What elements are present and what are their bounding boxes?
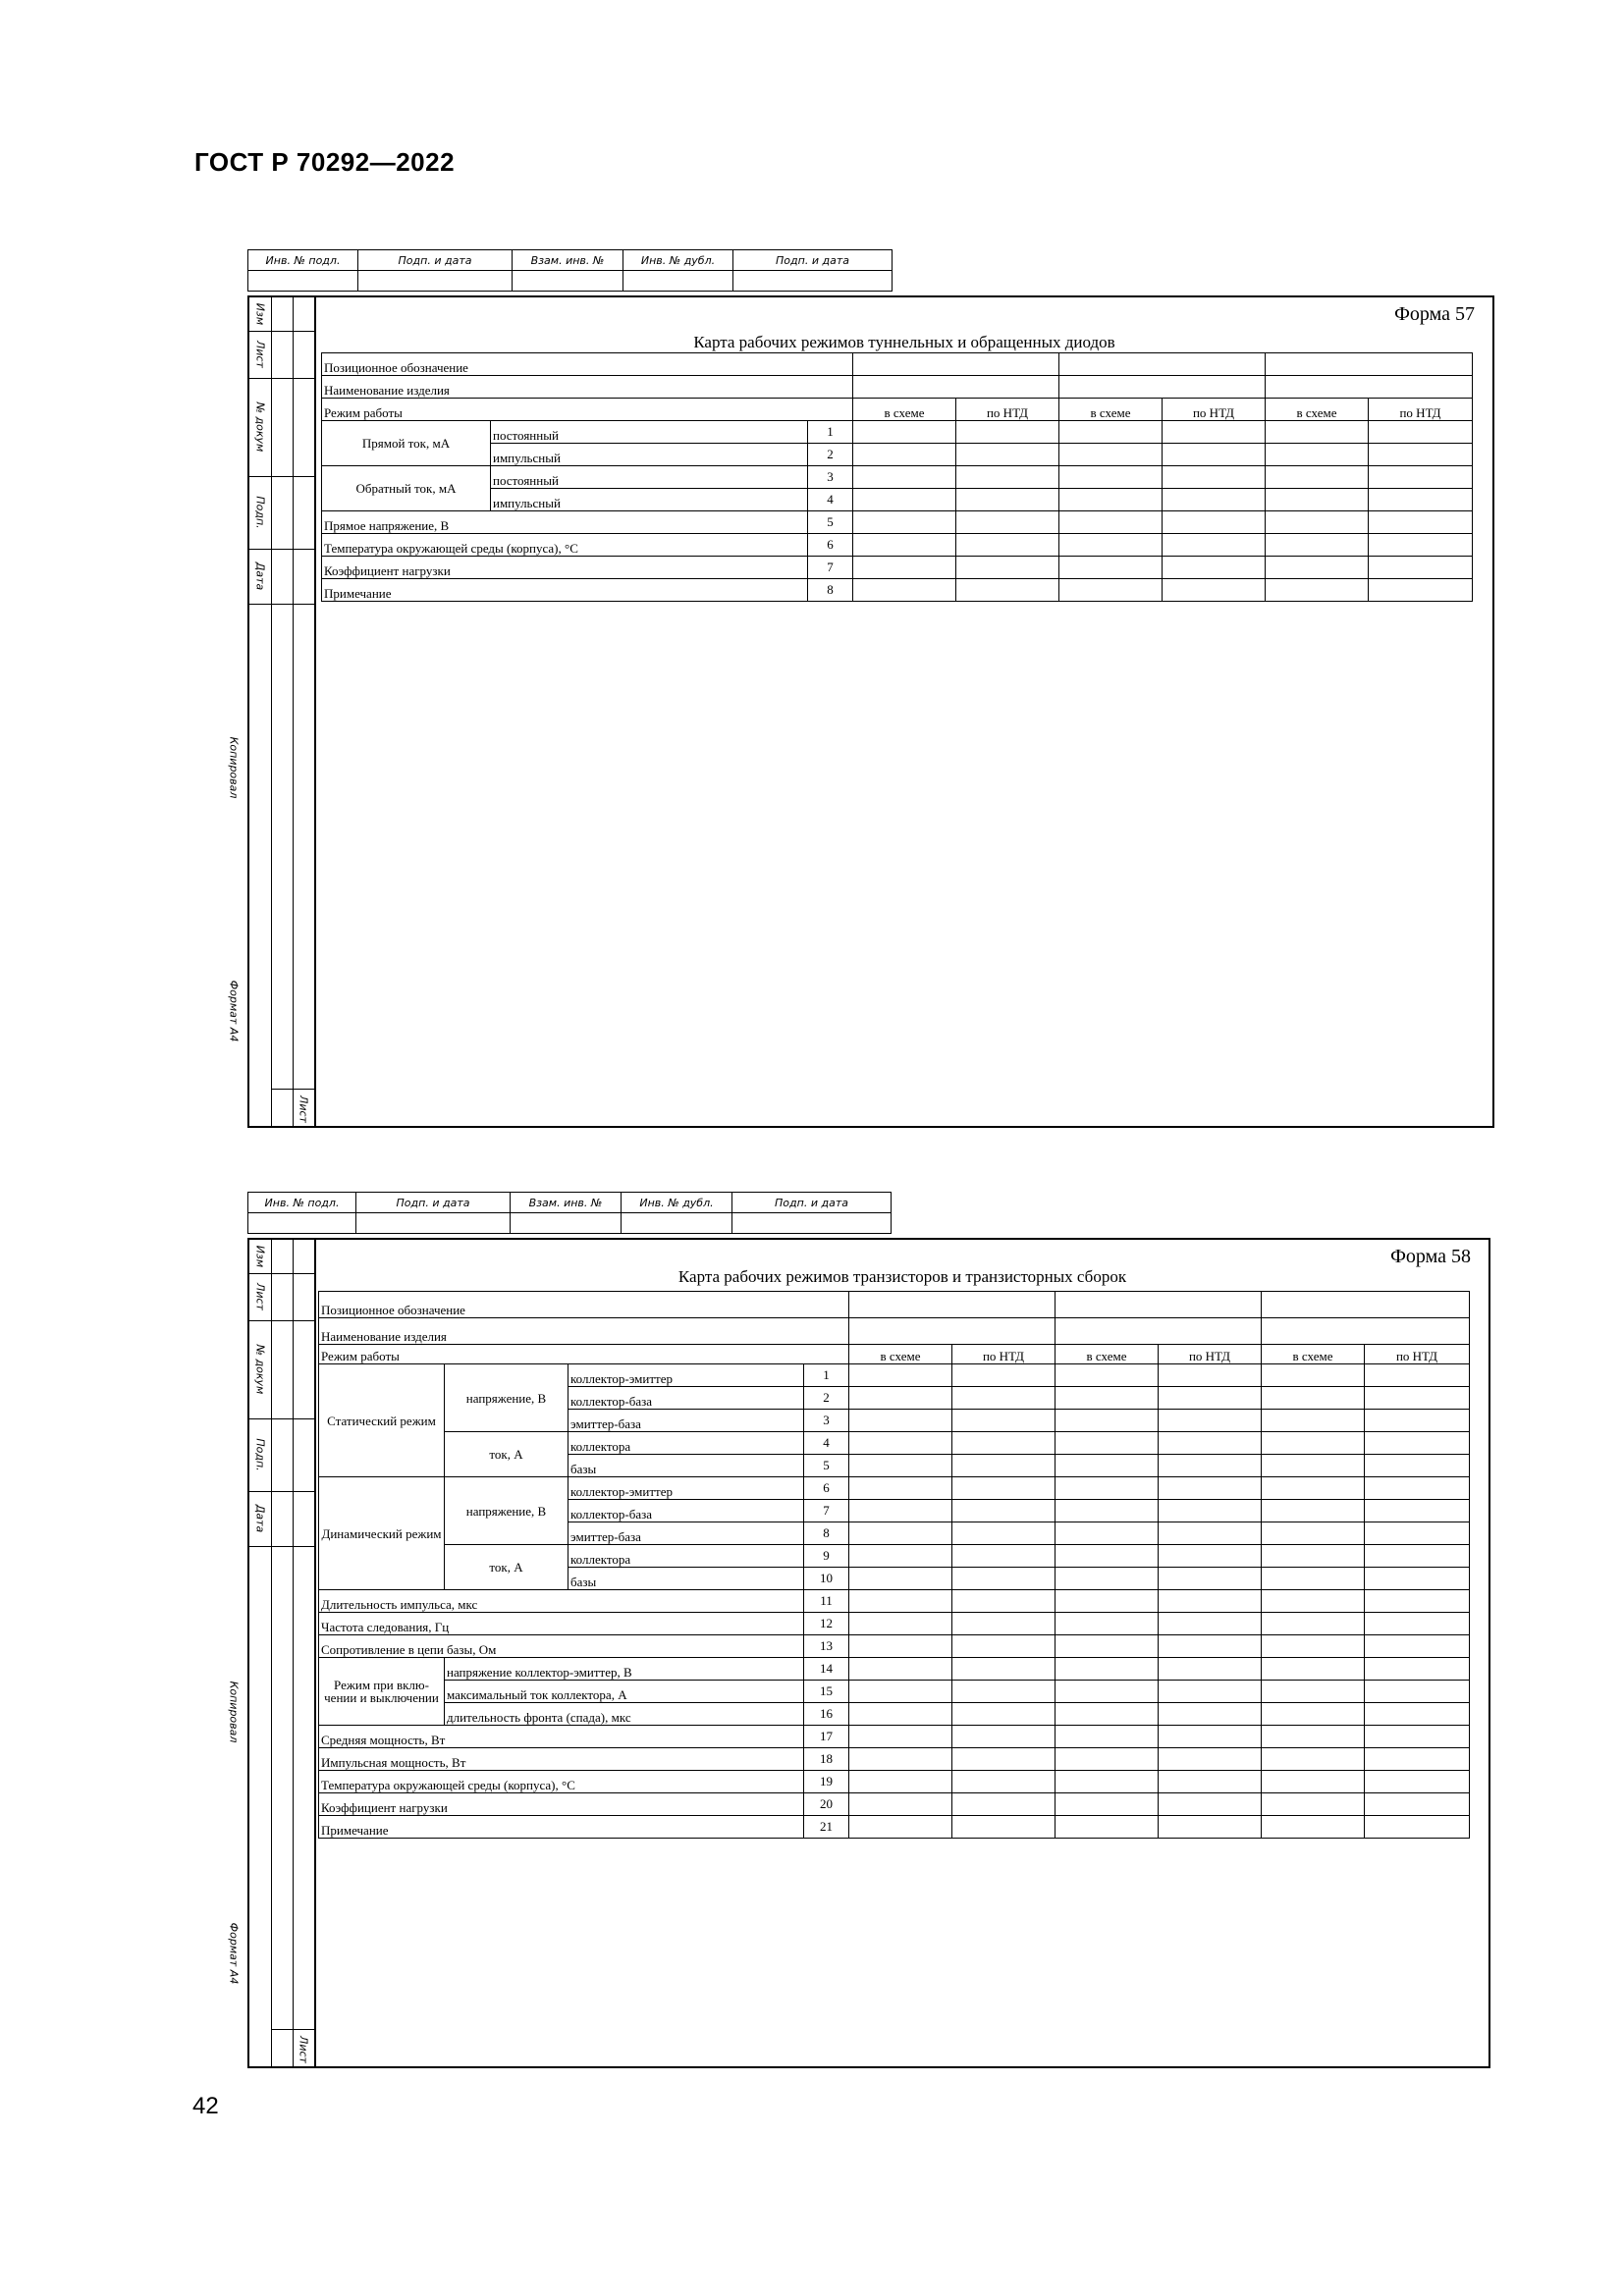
label-izm: Изм (253, 1245, 267, 1268)
form-58-main (314, 1238, 1490, 2068)
form-57-label: Форма 57 (1394, 303, 1475, 325)
form-57-main (314, 295, 1494, 1128)
form-57-title: Карта рабочих режимов туннельных и обращенных диодов (693, 333, 1115, 351)
strip-vzam-inv: Взам. инв. № (513, 250, 623, 271)
label-n-dokum: № докум (253, 1344, 267, 1395)
row-3: эмиттер-база 3 (319, 1410, 1470, 1432)
row-7: Коэффициент нагрузки 7 (322, 557, 1473, 579)
row-2: импульсный 2 (322, 444, 1473, 466)
row-6: Динамический режим напряжение, В коллектор-эмиттер 6 (319, 1477, 1470, 1500)
side-strip-2 (247, 1238, 314, 2068)
label-list: Лист (253, 341, 267, 368)
form-57-table (321, 352, 1473, 602)
row-8: эмиттер-база 8 (319, 1522, 1470, 1545)
row-15: максимальный ток коллектора, А 15 (319, 1681, 1470, 1703)
row-14: Режим при вклю-чении и выключении напряжение коллектор-эмиттер, В 14 (319, 1658, 1470, 1681)
top-strip (247, 249, 893, 292)
row-19: Температура окружающей среды (корпуса), °С 19 (319, 1771, 1470, 1793)
row-5: базы 5 (319, 1455, 1470, 1477)
row-1: Прямой ток, мА постоянный 1 (322, 421, 1473, 444)
strip-podp-data-2: Подп. и дата (732, 1193, 892, 1213)
row-6: Температура окружающей среды (корпуса), °С 6 (322, 534, 1473, 557)
row-9: ток, А коллектора 9 (319, 1545, 1470, 1568)
row-pos: Позиционное обозначение (319, 1292, 1470, 1318)
row-4: ток, А коллектора 4 (319, 1432, 1470, 1455)
label-n-dokum: № докум (253, 401, 267, 453)
row-8: Примечание 8 (322, 579, 1473, 602)
label-kopiroval: Копировал (227, 1681, 241, 1743)
label-podp: Подп. (253, 496, 267, 529)
row-1: Статический режим напряжение, В коллектор-эмиттер 1 (319, 1364, 1470, 1387)
form-58-table (318, 1291, 1470, 1839)
strip-podp-data: Подп. и дата (358, 250, 513, 271)
label-list: Лист (253, 1283, 267, 1310)
row-2: коллектор-база 2 (319, 1387, 1470, 1410)
strip-inv-dubl: Инв. № дубл. (622, 1193, 732, 1213)
row-13: Сопротивление в цепи базы, Ом 13 (319, 1635, 1470, 1658)
label-data: Дата (253, 1504, 267, 1533)
row-7: коллектор-база 7 (319, 1500, 1470, 1522)
row-3: Обратный ток, мА постоянный 3 (322, 466, 1473, 489)
label-list-bottom: Лист (297, 2036, 310, 2063)
label-format: Формат А4 (227, 1922, 241, 1985)
row-5: Прямое напряжение, В 5 (322, 511, 1473, 534)
form-58-title: Карта рабочих режимов транзисторов и транзисторных сборок (677, 1267, 1127, 1286)
row-4: импульсный 4 (322, 489, 1473, 511)
top-strip-2 (247, 1192, 892, 1234)
form-58-label: Форма 58 (1390, 1246, 1471, 1267)
row-name: Наименование изделия (322, 376, 1473, 399)
side-strip (247, 295, 314, 1128)
row-mode: Режим работы в схеме по НТД в схеме по НТД в схеме по НТД (319, 1345, 1470, 1364)
row-10: базы 10 (319, 1568, 1470, 1590)
strip-podp-data-2: Подп. и дата (733, 250, 893, 271)
label-data: Дата (253, 561, 267, 591)
row-12: Частота следования, Гц 12 (319, 1613, 1470, 1635)
strip-vzam-inv: Взам. инв. № (511, 1193, 622, 1213)
label-izm: Изм (253, 302, 267, 326)
row-mode: Режим работы в схеме по НТД в схеме по НТД в схеме по НТД (322, 399, 1473, 421)
strip-inv-podl: Инв. № подл. (248, 250, 358, 271)
label-podp: Подп. (253, 1438, 267, 1471)
strip-podp-data: Подп. и дата (356, 1193, 511, 1213)
label-list-bottom: Лист (297, 1095, 310, 1123)
label-format: Формат А4 (227, 980, 241, 1042)
label-kopiroval: Копировал (227, 736, 241, 799)
row-17: Средняя мощность, Вт 17 (319, 1726, 1470, 1748)
row-pos: Позиционное обозначение (322, 353, 1473, 376)
row-18: Импульсная мощность, Вт 18 (319, 1748, 1470, 1771)
document-header: ГОСТ Р 70292—2022 (194, 147, 456, 177)
row-11: Длительность импульса, мкс 11 (319, 1590, 1470, 1613)
strip-inv-podl: Инв. № подл. (248, 1193, 356, 1213)
strip-inv-dubl: Инв. № дубл. (623, 250, 733, 271)
row-16: длительность фронта (спада), мкс 16 (319, 1703, 1470, 1726)
row-21: Примечание 21 (319, 1816, 1470, 1839)
page-number: 42 (192, 2093, 219, 2119)
row-name: Наименование изделия (319, 1318, 1470, 1345)
row-20: Коэффициент нагрузки 20 (319, 1793, 1470, 1816)
